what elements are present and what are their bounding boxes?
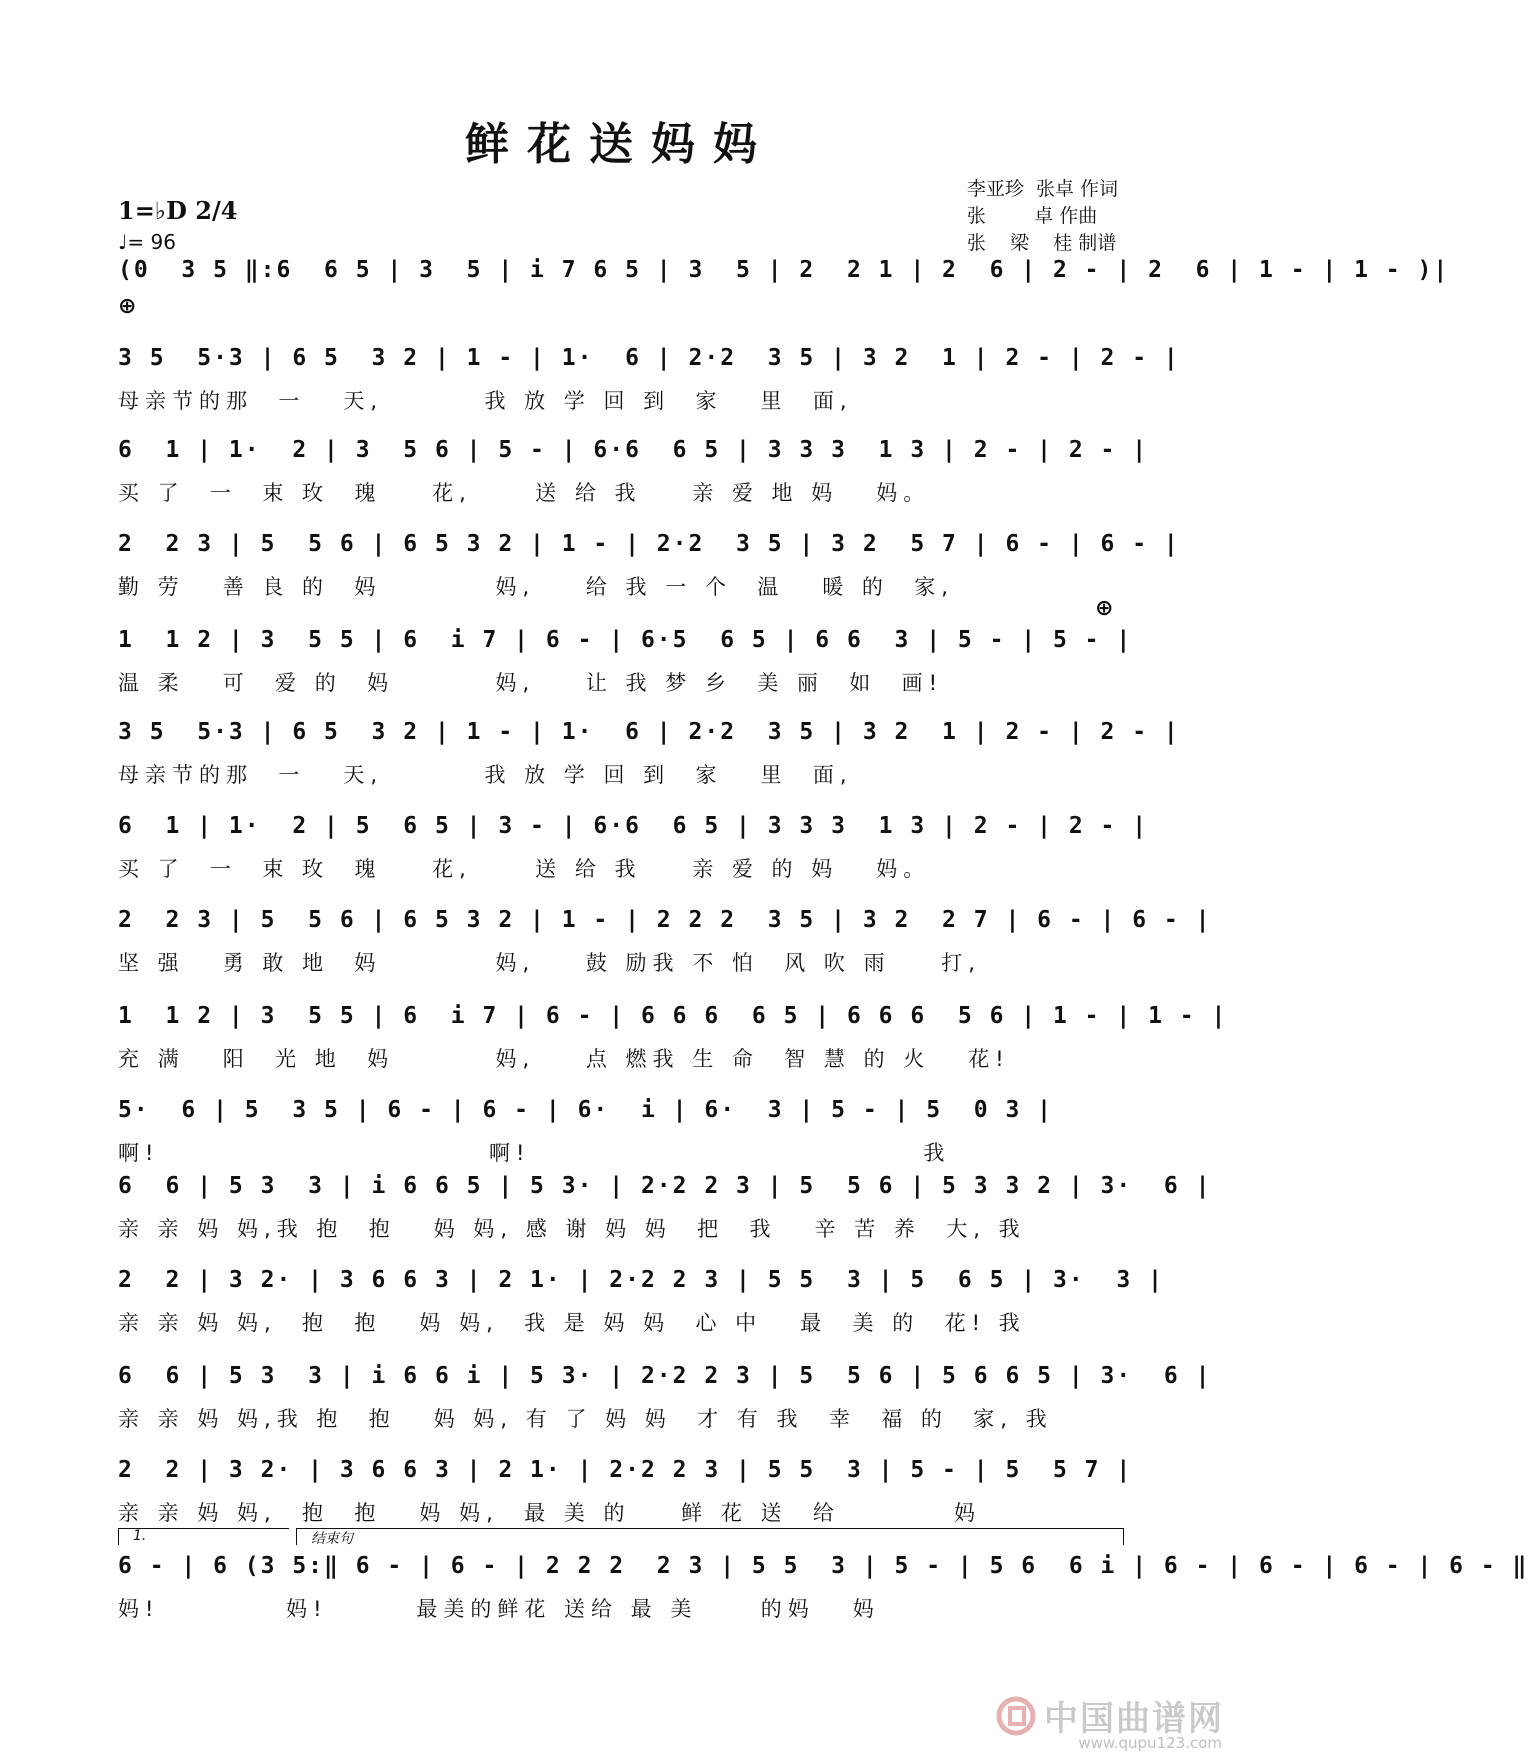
lyrics-line: 母亲节的那 一 天, 我 放 学 回 到 家 里 面, (118, 763, 853, 787)
engraver-credit: 张 梁 桂 制谱 (966, 232, 1117, 254)
lyrics-line: 亲 亲 妈 妈, 抱 抱 妈 妈, 我 是 妈 妈 心 中 最 美 的 花! 我 (118, 1311, 1026, 1335)
notes-line: (0 3 5 ‖:6 6 5 | 3 5 | i 7 6 5 | 3 5 | 2 2 1 | 2 6 | 2 - | 2 6 | 1 - | 1 - )| (118, 257, 1450, 283)
lyrics-line: 妈! 妈! 最美的鲜花 送给 最 美 的妈 妈 (118, 1597, 880, 1621)
lyrics-line: 母亲节的那 一 天, 我 放 学 回 到 家 里 面, (118, 389, 853, 413)
lyricist-credit: 李亚珍 张卓 作词 (966, 178, 1118, 200)
first-ending-label: 1. (133, 1528, 147, 1544)
coda-sign-icon-2: ⊕ (1095, 596, 1114, 621)
notes-line: 2 2 | 3 2· | 3 6 6 3 | 2 1· | 2·2 2 3 | 5 5 3 | 5 - | 5 5 7 | (118, 1457, 1133, 1483)
lyrics-line: 买 了 一 束 玫 瑰 花, 送 给 我 亲 爱 地 妈 妈。 (118, 481, 931, 505)
lyrics-line: 亲 亲 妈 妈, 抱 抱 妈 妈, 最 美 的 鲜 花 送 给 妈 (118, 1501, 981, 1525)
coda-sign-icon: ⊕ (118, 294, 137, 319)
notes-line: 6 - | 6 (3 5:‖ 6 - | 6 - | 2 2 2 2 3 | 5 5 3 | 5 - | 5 6 6 i | 6 - | 6 - | 6 - | 6 - ‖ (118, 1553, 1528, 1579)
notes-line: 1 1 2 | 3 5 5 | 6 i 7 | 6 - | 6 6 6 6 5 | 6 6 6 5 6 | 1 - | 1 - | (118, 1003, 1228, 1029)
notes-line: 3 5 5·3 | 6 5 3 2 | 1 - | 1· 6 | 2·2 3 5 | 3 2 1 | 2 - | 2 - | (118, 719, 1180, 745)
lyrics-line: 勤 劳 善 良 的 妈 妈, 给 我 一 个 温 暖 的 家, (118, 575, 954, 599)
notes-line: 2 2 3 | 5 5 6 | 6 5 3 2 | 1 - | 2·2 3 5 | 3 2 5 7 | 6 - | 6 - | (118, 531, 1180, 557)
notes-line: 2 2 3 | 5 5 6 | 6 5 3 2 | 1 - | 2 2 2 3 5 | 3 2 2 7 | 6 - | 6 - | (118, 907, 1212, 933)
first-ending-bracket (118, 1528, 289, 1545)
notes-line: 6 1 | 1· 2 | 5 6 5 | 3 - | 6·6 6 5 | 3 3 3 1 3 | 2 - | 2 - | (118, 813, 1149, 839)
watermark-site-name: 中国曲谱网 (1044, 1699, 1224, 1739)
second-ending-label: 结束句 (311, 1531, 353, 1547)
watermark-url: www.qupu123.com (1078, 1734, 1222, 1752)
lyrics-line: 买 了 一 束 玫 瑰 花, 送 给 我 亲 爱 的 妈 妈。 (118, 857, 931, 881)
notes-line: 6 1 | 1· 2 | 3 5 6 | 5 - | 6·6 6 5 | 3 3 3 1 3 | 2 - | 2 - | (118, 437, 1149, 463)
lyrics-line: 充 满 阳 光 地 妈 妈, 点 燃我 生 命 智 慧 的 火 花! (118, 1047, 1010, 1071)
notes-line: 6 6 | 5 3 3 | i 6 6 i | 5 3· | 2·2 2 3 | 5 5 6 | 5 6 6 5 | 3· 6 | (118, 1363, 1212, 1389)
second-ending-bracket (296, 1528, 1124, 1545)
notes-line: 3 5 5·3 | 6 5 3 2 | 1 - | 1· 6 | 2·2 3 5 | 3 2 1 | 2 - | 2 - | (118, 345, 1180, 371)
composer-credit: 张 卓 作曲 (966, 205, 1098, 227)
lyrics-line: 啊! 啊! 我 (118, 1141, 951, 1165)
notes-line: 2 2 | 3 2· | 3 6 6 3 | 2 1· | 2·2 2 3 | 5 5 3 | 5 6 5 | 3· 3 | (118, 1267, 1164, 1293)
notes-line: 1 1 2 | 3 5 5 | 6 i 7 | 6 - | 6·5 6 5 | 6 6 3 | 5 - | 5 - | (118, 627, 1133, 653)
lyrics-line: 亲 亲 妈 妈,我 抱 抱 妈 妈, 感 谢 妈 妈 把 我 辛 苦 养 大, 我 (118, 1217, 1026, 1241)
site-watermark (996, 1691, 1224, 1740)
song-title: 鲜花送妈妈 (465, 119, 775, 170)
credits-block (967, 176, 1118, 257)
lyrics-line: 坚 强 勇 敢 地 妈 妈, 鼓 励我 不 怕 风 吹 雨 打, (118, 951, 981, 975)
notes-line: 5· 6 | 5 3 5 | 6 - | 6 - | 6· i | 6· 3 | 5 - | 5 0 3 | (118, 1097, 1053, 1123)
key-signature: 1=♭D 2/4 (118, 196, 238, 225)
lyrics-line: 亲 亲 妈 妈,我 抱 抱 妈 妈, 有 了 妈 妈 才 有 我 幸 福 的 家, 我 (118, 1407, 1053, 1431)
volta-brackets (118, 1528, 1123, 1548)
tempo-marking: ♩= 96 (118, 230, 176, 254)
notes-line: 6 6 | 5 3 3 | i 6 6 5 | 5 3· | 2·2 2 3 | 5 5 6 | 5 3 3 2 | 3· 6 | (118, 1173, 1212, 1199)
site-logo-icon (996, 1696, 1036, 1736)
lyrics-line: 温 柔 可 爱 的 妈 妈, 让 我 梦 乡 美 丽 如 画! (118, 671, 944, 695)
